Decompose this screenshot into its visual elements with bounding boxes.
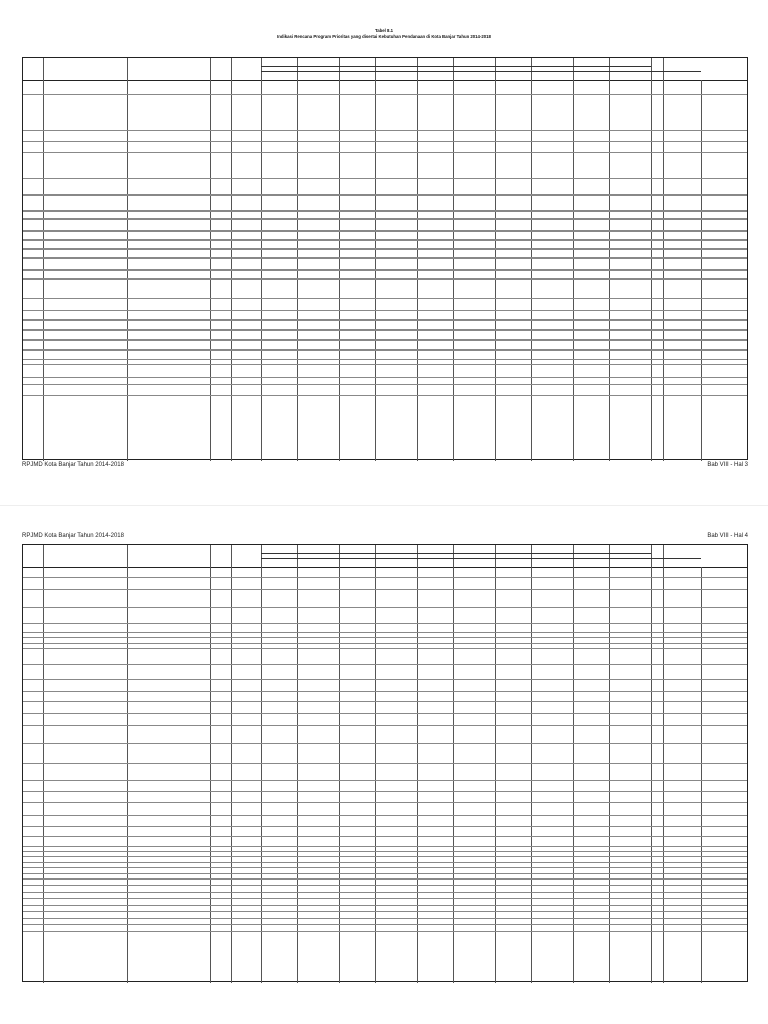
row-rule	[23, 836, 747, 837]
row-rule	[23, 94, 747, 95]
column-divider	[261, 567, 262, 983]
row-rule	[23, 701, 747, 702]
row-rule	[23, 320, 747, 321]
row-rule	[23, 691, 747, 692]
row-rule	[23, 931, 747, 932]
row-rule	[23, 577, 747, 578]
row-rule	[23, 219, 747, 220]
row-rule	[23, 664, 747, 665]
row-rule	[23, 364, 747, 365]
header-capaian-rule	[261, 66, 651, 67]
row-rule	[23, 918, 747, 919]
row-rule	[23, 279, 747, 280]
row-rule	[23, 679, 747, 680]
table-title: Indikasi Rencana Program Prioritas yang disertai Kebutuhan Pendanaan di Kota Banjar Tahun 2014-2018	[277, 34, 491, 39]
column-divider	[663, 567, 664, 983]
header-bottom-rule	[23, 567, 747, 568]
row-rule	[23, 780, 747, 781]
header-page-number: Bab VIII - Hal 4	[707, 533, 748, 539]
row-rule	[23, 862, 747, 863]
column-divider	[573, 567, 574, 983]
row-rule	[23, 211, 747, 212]
header-column-divider	[127, 545, 128, 567]
column-divider	[531, 567, 532, 983]
header-column-divider	[261, 58, 262, 80]
row-rule	[23, 178, 747, 179]
row-rule	[23, 898, 747, 899]
column-divider	[297, 567, 298, 983]
row-rule	[23, 310, 747, 311]
row-rule	[23, 258, 747, 259]
row-rule	[23, 873, 747, 874]
column-divider	[609, 567, 610, 983]
column-divider	[210, 567, 211, 983]
column-divider	[375, 567, 376, 983]
header-column-divider	[609, 545, 610, 567]
header-document-title: RPJMD Kota Banjar Tahun 2014-2018	[22, 533, 124, 539]
page-separator	[0, 505, 768, 506]
header-column-divider	[531, 545, 532, 567]
column-divider	[417, 567, 418, 983]
row-rule	[23, 395, 747, 396]
row-rule	[23, 359, 747, 360]
header-column-divider	[43, 545, 44, 567]
row-rule	[23, 885, 747, 886]
column-divider	[127, 567, 128, 983]
row-rule	[23, 298, 747, 299]
header-column-divider	[453, 58, 454, 80]
column-divider	[651, 567, 652, 983]
row-rule	[23, 330, 747, 331]
header-column-divider	[495, 545, 496, 567]
header-column-divider	[210, 545, 211, 567]
header-years-rule	[261, 558, 701, 559]
row-rule	[23, 643, 747, 644]
column-divider	[43, 567, 44, 983]
row-rule	[23, 637, 747, 638]
row-rule	[23, 851, 747, 852]
header-column-divider	[663, 58, 664, 80]
footer-page-number: Bab VIII - Hal 3	[707, 462, 748, 468]
row-rule	[23, 377, 747, 378]
header-capaian-rule	[261, 553, 651, 554]
header-column-divider	[231, 545, 232, 567]
header-column-divider	[573, 58, 574, 80]
row-rule	[23, 802, 747, 803]
row-rule	[23, 815, 747, 816]
row-rule	[23, 632, 747, 633]
header-column-divider	[651, 545, 652, 567]
row-rule	[23, 130, 747, 131]
row-rule	[23, 249, 747, 250]
row-rule	[23, 350, 747, 351]
row-rule	[23, 384, 747, 385]
row-rule	[23, 623, 747, 624]
row-rule	[23, 743, 747, 744]
row-rule	[23, 152, 747, 153]
row-rule	[23, 340, 747, 341]
header-column-divider	[297, 545, 298, 567]
header-column-divider	[339, 545, 340, 567]
row-rule	[23, 240, 747, 241]
header-column-divider	[375, 58, 376, 80]
header-column-divider	[231, 58, 232, 80]
footer-document-title: RPJMD Kota Banjar Tahun 2014-2018	[22, 462, 124, 468]
row-rule	[23, 911, 747, 912]
header-column-divider	[375, 545, 376, 567]
row-rule	[23, 791, 747, 792]
header-column-divider	[417, 58, 418, 80]
row-rule	[23, 648, 747, 649]
header-column-divider	[339, 58, 340, 80]
header-column-divider	[453, 545, 454, 567]
header-column-divider	[127, 58, 128, 80]
row-rule	[23, 867, 747, 868]
header-column-divider	[261, 545, 262, 567]
row-rule	[23, 846, 747, 847]
row-rule	[23, 905, 747, 906]
row-rule	[23, 763, 747, 764]
row-rule	[23, 856, 747, 857]
row-rule	[23, 826, 747, 827]
header-column-divider	[651, 58, 652, 80]
row-rule	[23, 924, 747, 925]
header-column-divider	[495, 58, 496, 80]
column-divider	[231, 567, 232, 983]
header-column-divider	[417, 545, 418, 567]
header-column-divider	[297, 58, 298, 80]
header-column-divider	[609, 58, 610, 80]
row-rule	[23, 589, 747, 590]
page-hal-4	[0, 512, 768, 992]
header-column-divider	[663, 545, 664, 567]
column-divider	[453, 567, 454, 983]
column-divider	[701, 567, 702, 983]
header-column-divider	[573, 545, 574, 567]
header-column-divider	[43, 58, 44, 80]
page-hal-3	[0, 0, 768, 480]
row-rule	[23, 879, 747, 880]
row-rule	[23, 713, 747, 714]
column-divider	[339, 567, 340, 983]
row-rule	[23, 725, 747, 726]
row-rule	[23, 607, 747, 608]
row-rule	[23, 231, 747, 232]
row-rule	[23, 270, 747, 271]
header-column-divider	[531, 58, 532, 80]
column-divider	[495, 567, 496, 983]
row-rule	[23, 892, 747, 893]
header-column-divider	[210, 58, 211, 80]
header-years-rule	[261, 71, 701, 72]
table-label: Tabel 8.1	[374, 28, 394, 33]
program-table-page-3	[22, 57, 748, 460]
header-bottom-rule	[23, 80, 747, 81]
row-rule	[23, 195, 747, 196]
row-rule	[23, 141, 747, 142]
program-table-page-4	[22, 544, 748, 982]
